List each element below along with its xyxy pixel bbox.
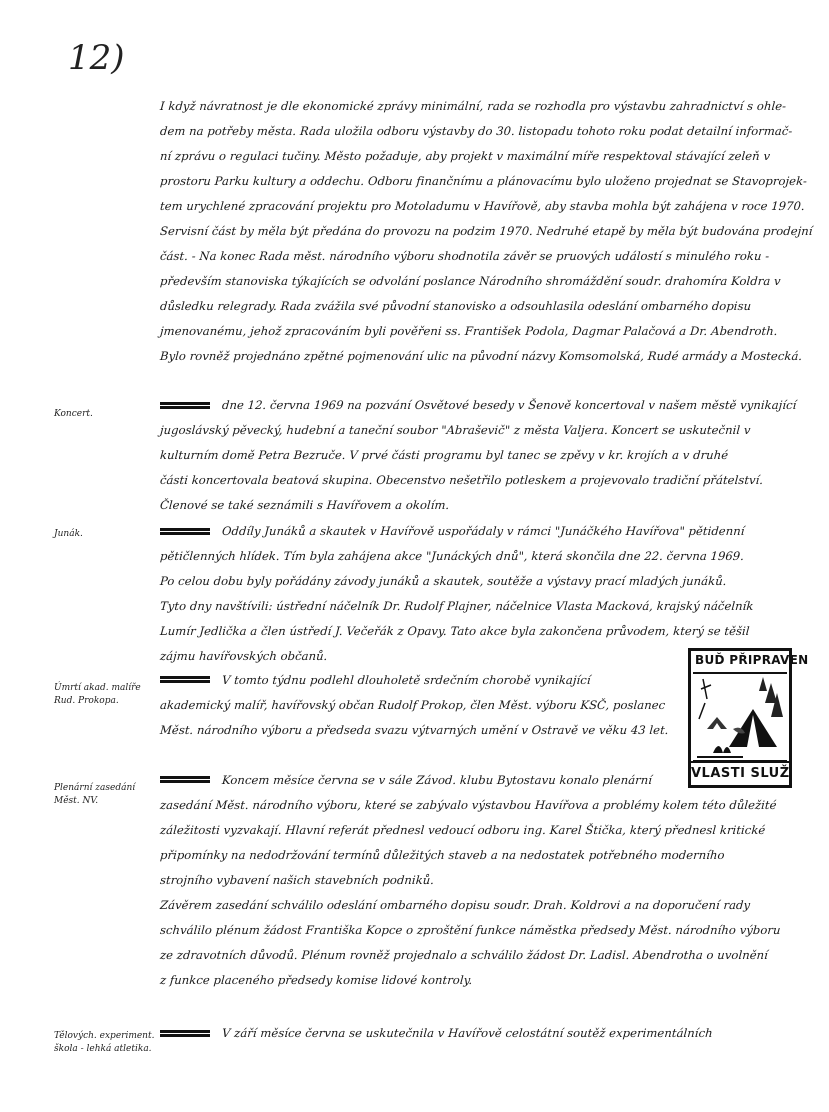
text-line: Závěrem zasedání schválilo odeslání ombarného dopisu soudr. Drah. Koldrovi a na doporučení rady xyxy=(159,898,751,912)
scout-stamp xyxy=(688,648,809,788)
text-line: dne 12. června 1969 na pozvání Osvětové besedy v Šenově koncertoval v našem městě vynikající xyxy=(221,398,797,412)
text-line: Oddíly Junáků a skautek v Havířově uspořádaly v rámci "Junáčkého Havířova" pětidenní xyxy=(221,524,746,538)
text-line: část. - Na konec Rada měst. národního výboru shodnotila závěr se pruových událostí s minulého roku - xyxy=(159,249,770,263)
page-number: 12) xyxy=(68,38,125,78)
margin-note-umrti: Úmrtí akad. malíře Rud. Prokopa. xyxy=(54,683,141,706)
text-line: záležitosti vyzvakají. Hlavní referát přednesl vedoucí odboru ing. Karel Štička, který přednesl kritické xyxy=(159,823,766,837)
text-line: části koncertovala beatová skupina. Obecenstvo nešetřilo potleskem a projevovalo tradiční přátelství. xyxy=(159,473,764,487)
margin-note-koncert: Koncert. xyxy=(54,409,93,419)
text-line: ze zdravotních důvodů. Plénum rovněž projednalo a schválilo žádost Dr. Ladisl. Abendrotha o uvolnění xyxy=(159,948,769,962)
text-line: akademický malíř, havířovský občan Rudolf Prokop, člen Měst. výboru KSČ, poslanec xyxy=(159,698,666,712)
text-line: ní zprávu o regulaci tučiny. Město požaduje, aby projekt v maximální míře respektoval stávající zeleň v xyxy=(159,149,771,163)
text-line: z funkce placeného předsedy komise lidové kontroly. xyxy=(159,973,473,987)
margin-note-zasedani: Plenární zasedání Měst. NV. xyxy=(54,783,136,806)
paragraph-umrti xyxy=(160,668,680,743)
text-line: Lumír Jedlička a člen ústředí J. Večeřák z Opavy. Tato akce byla zakončena průvodem, který se těšil xyxy=(159,624,751,638)
text-line: důsledku relegrady. Rada zvážila své původní stanovisko a odsouhlasila odeslání ombarného dopisu xyxy=(159,299,752,313)
text-line: Tyto dny navštívili: ústřední náčelník Dr. Rudolf Plajner, náčelnice Vlasta Macková, krajský náčelník xyxy=(159,599,755,613)
text-line: schválilo plénum žádost Františka Kopce o zproštění funkce náměstka předsedy Měst. národního výboru xyxy=(159,923,782,937)
text-line: především stanoviska týkajících se odvolání poslance Národního shromáždění soudr. drahomíra Koldra v xyxy=(159,274,782,288)
text-line: Měst. národního výboru a předseda svazu výtvarných umění v Ostravě ve věku 43 let. xyxy=(159,723,670,737)
paragraph-junak xyxy=(160,519,820,669)
text-line: kulturním domě Petra Bezruče. V prvé části programu byl tanec se zpěvy v kr. krojích a v druhé xyxy=(159,448,729,462)
text-line: dem na potřeby města. Rada uložila odboru výstavby do 30. listopadu tohoto roku podat detailní informač- xyxy=(159,124,793,138)
text-line: prostoru Parku kultury a oddechu. Odboru finančnímu a plánovacímu bylo uloženo projednat se Stavoprojek- xyxy=(159,174,808,188)
paragraph-telovych xyxy=(160,1021,820,1046)
scout-camp-emblem-icon xyxy=(693,669,787,765)
text-line: tem urychlené zpracování projektu pro Motoladumu v Havířově, aby stavba mohla být zahájena v roce 1970. xyxy=(159,199,806,213)
text-line: Bylo rovněž projednáno zpětné pojmenování ulic na původní názvy Komsomolská, Rudé armády a Mostecká. xyxy=(159,349,803,363)
text-line: V tomto týdnu podlehl dlouholetě srdečním chorobě vynikající xyxy=(221,673,592,687)
margin-note-telovych: Tělových. experiment. škola - lehká atletika. xyxy=(54,1031,155,1054)
stamp-bottom-text: VLASTI SLUŽ xyxy=(691,761,789,785)
stamp-top-text: BUĎ PŘIPRAVEN xyxy=(695,653,809,667)
text-line: V září měsíce června se uskutečnila v Havířově celostátní soutěž experimentálních xyxy=(221,1026,714,1040)
paragraph-zasedani xyxy=(160,768,820,993)
text-line: Po celou dobu byly pořádány závody junáků a skautek, soutěže a výstavy prací mladých junáků. xyxy=(159,574,727,588)
text-line: jmenovanému, jehož zpracováním byli pověřeni ss. František Podola, Dagmar Palačová a Dr. Abendroth. xyxy=(159,324,779,338)
paragraph-intro xyxy=(160,94,820,369)
text-line: zájmu havířovských občanů. xyxy=(159,649,328,663)
text-line: strojního vybavení našich stavebních podniků. xyxy=(159,873,435,887)
text-line: Členové se také seznámili s Havířovem a okolím. xyxy=(159,498,450,512)
paragraph-koncert xyxy=(160,393,820,518)
text-line: zasedání Měst. národního výboru, které se zabývalo výstavbou Havířova a problémy kolem této důležité xyxy=(159,798,778,812)
margin-note-junak: Junák. xyxy=(54,529,83,539)
text-line: Servisní část by měla být předána do provozu na podzim 1970. Nedruhé etapě by měla být budována prodejní xyxy=(159,224,814,238)
text-line: pětičlenných hlídek. Tím byla zahájena akce "Junáckých dnů", která skončila dne 22. června 1969. xyxy=(159,549,745,563)
text-line: Koncem měsíce června se v sále Závod. klubu Bytostavu konalo plenární xyxy=(221,773,653,787)
text-line: jugoslávský pěvecký, hudební a taneční soubor "Abraševič" z města Valjera. Koncert se uskutečnil v xyxy=(159,423,751,437)
text-line: připomínky na nedodržování termínů důležitých staveb a na nedostatek potřebného moderního xyxy=(159,848,726,862)
text-line: I když návratnost je dle ekonomické zprávy minimální, rada se rozhodla pro výstavbu zahradnictví s ohle- xyxy=(159,99,787,113)
